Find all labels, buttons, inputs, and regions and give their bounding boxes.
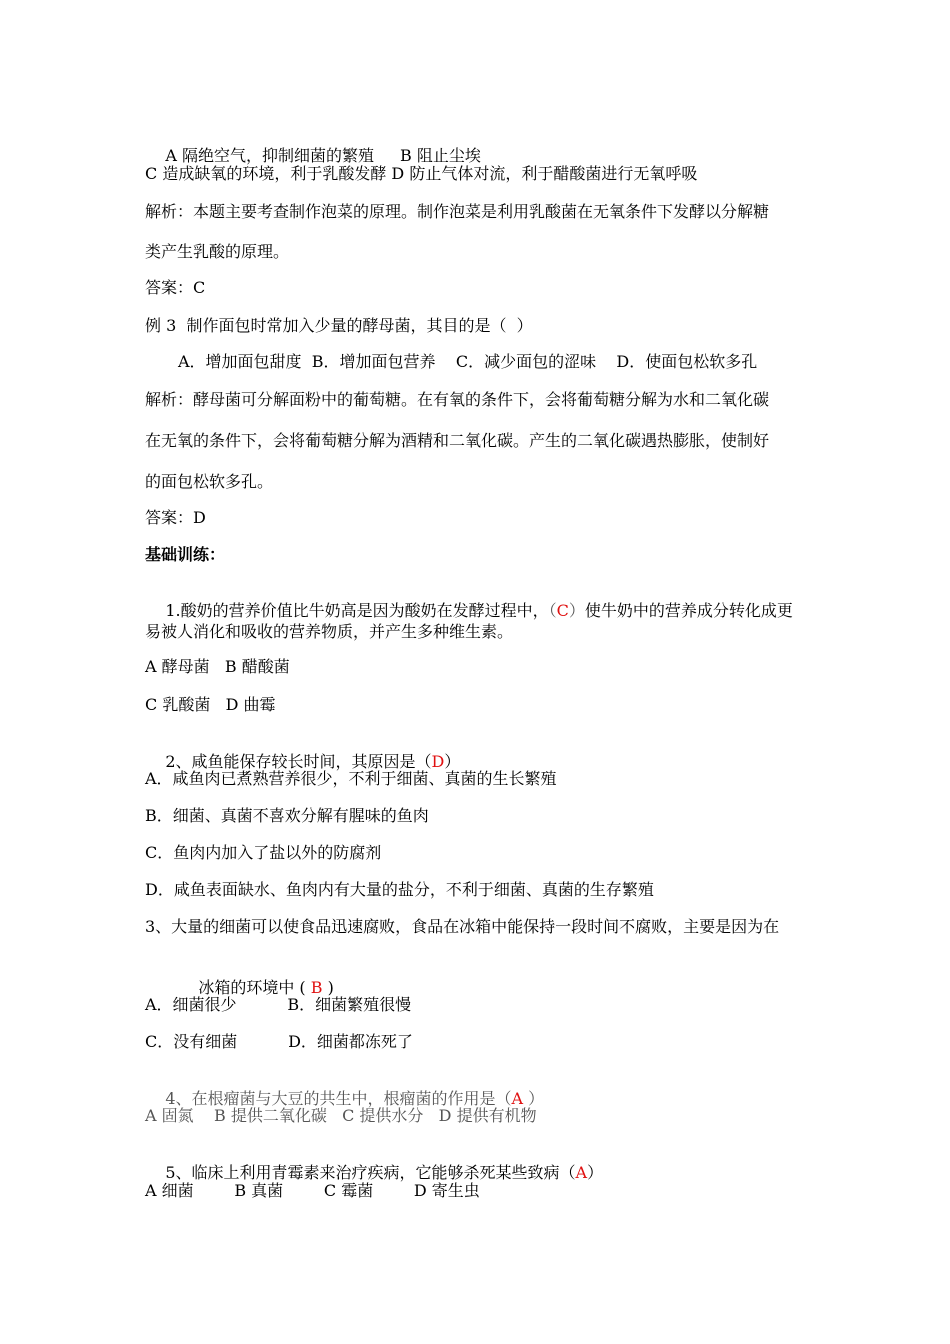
question-3-line-1: 3、大量的细菌可以使食品迅速腐败，食品在冰箱中能保持一段时间不腐败，主要是因为在 (145, 917, 780, 936)
question-4-options: A 固氮 B 提供二氧化碳 C 提供水分 D 提供有机物 (145, 1106, 537, 1125)
section-heading: 基础训练： (145, 545, 226, 564)
analysis-line-4: 在无氧的条件下，会将葡萄糖分解为酒精和二氧化碳。产生的二氧化碳遇热膨胀，使制好 (145, 431, 770, 450)
answer-line-1: 答案：C (145, 278, 206, 297)
question-2-close: ） (444, 752, 461, 771)
analysis-line-1: 解析：本题主要考查制作泡菜的原理。制作泡菜是利用乳酸菌在无氧条件下发酵以分解糖 (145, 202, 770, 221)
analysis-line-3: 解析：酵母菌可分解面粉中的葡萄糖。在有氧的条件下，会将葡萄糖分解为水和二氧化碳 (145, 390, 770, 409)
answer-line-2: 答案：D (145, 508, 206, 527)
analysis-line-2: 类产生乳酸的原理。 (145, 242, 290, 261)
question-3-answer: B (310, 978, 323, 997)
analysis-line-5: 的面包松软多孔。 (145, 472, 274, 491)
question-3-options-2: C．没有细菌 D．细菌都冻死了 (145, 1032, 413, 1051)
question-5-options: A 细菌 B 真菌 C 霉菌 D 寄生虫 (145, 1181, 480, 1200)
question-4-close: ） (523, 1089, 545, 1108)
option-line-2: C 造成缺氧的环境，利于乳酸发酵 D 防止气体对流，利于醋酸菌进行无氧呼吸 (145, 164, 698, 183)
question-2-option-a: A．咸鱼肉已煮熟营养很少，不利于细菌、真菌的生长繁殖 (145, 769, 557, 788)
question-2-text: 2、咸鱼能保存较长时间，其原因是（ (165, 752, 432, 771)
question-1-text: 1.酸奶的营养价值比牛奶高是因为酸奶在发酵过程中， (165, 601, 549, 620)
question-4-text: 4、在根瘤菌与大豆的共生中，根瘤菌的作用是（ (165, 1089, 512, 1108)
example-3-options: A．增加面包甜度 B．增加面包营养 C．减少面包的涩味 D．使面包松软多孔 (178, 352, 758, 371)
question-2-option-d: D．咸鱼表面缺水、鱼肉内有大量的盐分，不利于细菌、真菌的生存繁殖 (145, 880, 654, 899)
question-1-text-end: 使牛奶中的营养成分转化成更 (584, 601, 793, 620)
question-5-close: ） (587, 1163, 604, 1182)
option-a-text: A 隔绝空气，抑制细菌的繁殖 (165, 146, 374, 165)
question-3-text: 冰箱的环境中 ( (198, 978, 311, 997)
question-3-options-1: A．细菌很少 B．细菌繁殖很慢 (145, 995, 412, 1014)
example-3-question: 例 3 制作面包时常加入少量的酵母菌，其目的是（ ） (145, 316, 533, 335)
question-2-option-b: B．细菌、真菌不喜欢分解有腥味的鱼肉 (145, 806, 429, 825)
question-1-options-2: C 乳酸菌 D 曲霉 (145, 695, 276, 714)
question-4-answer: A (511, 1089, 524, 1108)
question-1-answer: C (556, 601, 569, 620)
option-b-text: B 阻止尘埃 (400, 146, 481, 165)
question-1-open: （ (548, 601, 557, 620)
question-2-answer: D (431, 752, 445, 771)
question-2-option-c: C．鱼肉内加入了盐以外的防腐剂 (145, 843, 382, 862)
question-3-close: ) (322, 978, 334, 997)
question-1-close: ） (568, 601, 585, 620)
question-1-cont: 易被人消化和吸收的营养物质，并产生多种维生素。 (145, 622, 514, 641)
question-5-text: 5、临床上利用青霉素来治疗疾病，它能够杀死某些致病（ (165, 1163, 576, 1182)
question-5-answer: A (575, 1163, 588, 1182)
question-1-options-1: A 酵母菌 B 醋酸菌 (145, 657, 290, 676)
